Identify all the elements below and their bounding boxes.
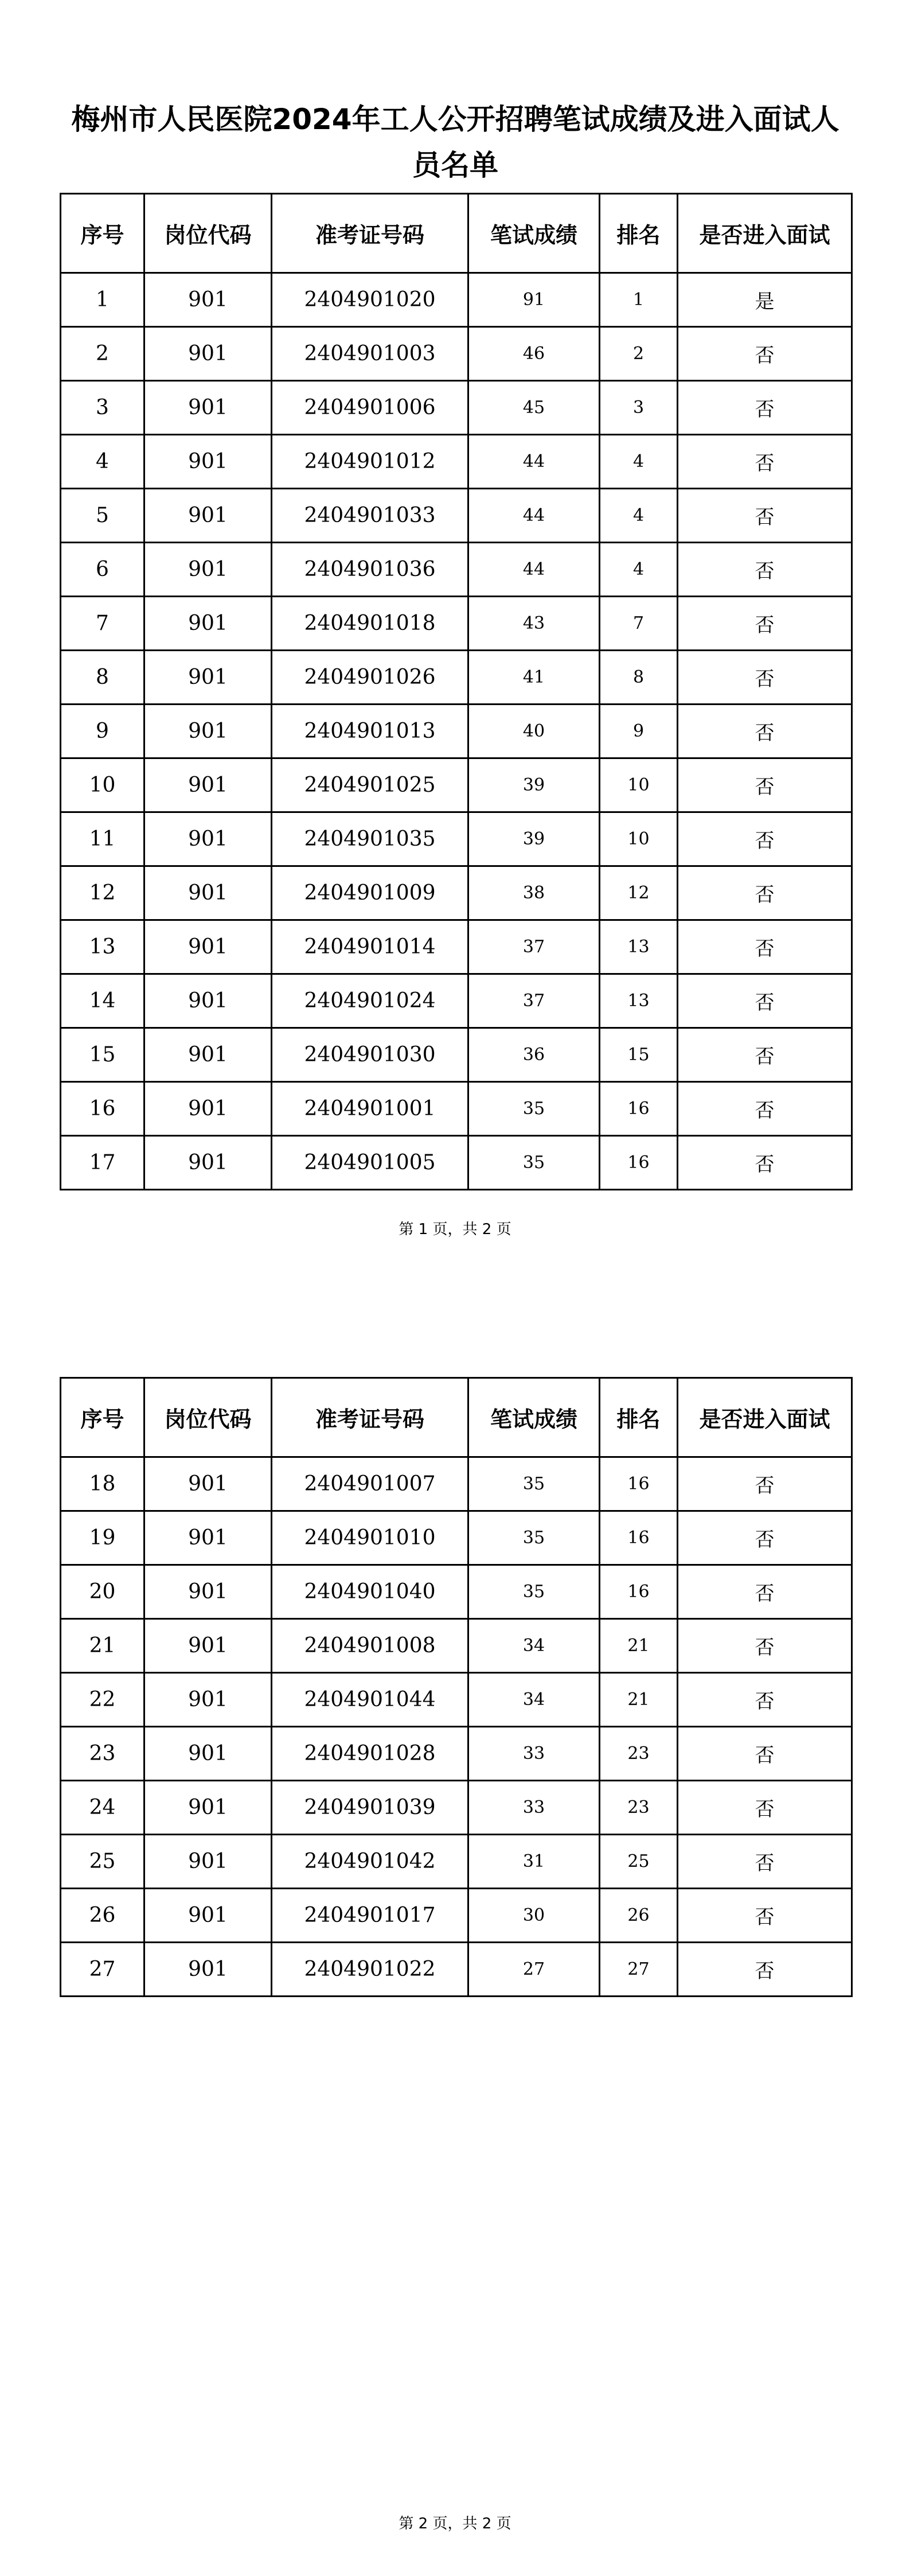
table-row <box>61 1511 852 1565</box>
cell-post-code: 901 <box>144 1619 272 1673</box>
table-row <box>61 1028 852 1082</box>
cell-post-code: 901 <box>144 1943 272 1997</box>
cell-written-score: 33 <box>468 1727 600 1781</box>
cell-written-score: 43 <box>468 597 600 651</box>
cell-rank: 10 <box>600 812 678 866</box>
cell-interview-status: 否 <box>678 1457 852 1511</box>
table-row <box>61 435 852 489</box>
cell-written-score: 44 <box>468 435 600 489</box>
cell-ticket-number: 2404901003 <box>272 327 468 381</box>
cell-rank: 27 <box>600 1943 678 1997</box>
table-row <box>61 974 852 1028</box>
cell-ticket-number: 2404901010 <box>272 1511 468 1565</box>
page-footer-2: 第 2 页，共 2 页 <box>399 2515 511 2532</box>
cell-rank: 13 <box>600 920 678 974</box>
table-row <box>61 597 852 651</box>
cell-interview-status: 否 <box>678 543 852 597</box>
cell-interview-status: 否 <box>678 974 852 1028</box>
cell-serial-number: 11 <box>61 812 144 866</box>
header-ticket-number: 准考证号码 <box>272 1378 468 1457</box>
cell-written-score: 45 <box>468 381 600 435</box>
header-interview-status: 是否进入面试 <box>678 194 852 273</box>
cell-interview-status: 否 <box>678 1727 852 1781</box>
table-row <box>61 1835 852 1889</box>
cell-ticket-number: 2404901030 <box>272 1028 468 1082</box>
cell-serial-number: 20 <box>61 1565 144 1619</box>
cell-serial-number: 27 <box>61 1943 144 1997</box>
cell-written-score: 27 <box>468 1943 600 1997</box>
cell-written-score: 35 <box>468 1082 600 1136</box>
header-written-score: 笔试成绩 <box>468 194 600 273</box>
results-table-page-1 <box>60 193 853 1190</box>
cell-rank: 23 <box>600 1781 678 1835</box>
cell-interview-status: 否 <box>678 1673 852 1727</box>
cell-post-code: 901 <box>144 1673 272 1727</box>
cell-post-code: 901 <box>144 974 272 1028</box>
cell-serial-number: 10 <box>61 758 144 812</box>
cell-rank: 7 <box>600 597 678 651</box>
cell-rank: 8 <box>600 651 678 705</box>
cell-rank: 13 <box>600 974 678 1028</box>
cell-written-score: 35 <box>468 1136 600 1190</box>
cell-rank: 12 <box>600 866 678 920</box>
cell-serial-number: 12 <box>61 866 144 920</box>
cell-ticket-number: 2404901008 <box>272 1619 468 1673</box>
cell-written-score: 37 <box>468 920 600 974</box>
cell-written-score: 38 <box>468 866 600 920</box>
cell-interview-status: 否 <box>678 812 852 866</box>
cell-written-score: 91 <box>468 273 600 327</box>
cell-ticket-number: 2404901005 <box>272 1136 468 1190</box>
cell-interview-status: 否 <box>678 1889 852 1943</box>
cell-post-code: 901 <box>144 381 272 435</box>
table-row <box>61 381 852 435</box>
cell-serial-number: 16 <box>61 1082 144 1136</box>
table-row <box>61 1727 852 1781</box>
cell-interview-status: 否 <box>678 1619 852 1673</box>
cell-rank: 16 <box>600 1082 678 1136</box>
cell-written-score: 41 <box>468 651 600 705</box>
cell-post-code: 901 <box>144 1565 272 1619</box>
cell-rank: 16 <box>600 1457 678 1511</box>
cell-written-score: 44 <box>468 543 600 597</box>
table-row <box>61 1136 852 1190</box>
cell-ticket-number: 2404901035 <box>272 812 468 866</box>
cell-written-score: 46 <box>468 327 600 381</box>
cell-ticket-number: 2404901024 <box>272 974 468 1028</box>
cell-interview-status: 否 <box>678 1835 852 1889</box>
table-row <box>61 273 852 327</box>
table-row <box>61 489 852 543</box>
cell-rank: 4 <box>600 489 678 543</box>
cell-written-score: 30 <box>468 1889 600 1943</box>
cell-interview-status: 否 <box>678 381 852 435</box>
table-row <box>61 327 852 381</box>
cell-ticket-number: 2404901036 <box>272 543 468 597</box>
cell-interview-status: 否 <box>678 597 852 651</box>
header-post-code: 岗位代码 <box>144 1378 272 1457</box>
table-header-row <box>61 1378 852 1457</box>
cell-ticket-number: 2404901022 <box>272 1943 468 1997</box>
cell-ticket-number: 2404901020 <box>272 273 468 327</box>
cell-serial-number: 17 <box>61 1136 144 1190</box>
cell-serial-number: 8 <box>61 651 144 705</box>
cell-written-score: 40 <box>468 705 600 758</box>
cell-post-code: 901 <box>144 1082 272 1136</box>
cell-serial-number: 6 <box>61 543 144 597</box>
cell-post-code: 901 <box>144 758 272 812</box>
cell-ticket-number: 2404901033 <box>272 489 468 543</box>
cell-interview-status: 否 <box>678 1565 852 1619</box>
cell-interview-status: 否 <box>678 758 852 812</box>
cell-ticket-number: 2404901017 <box>272 1889 468 1943</box>
cell-serial-number: 24 <box>61 1781 144 1835</box>
cell-post-code: 901 <box>144 1028 272 1082</box>
cell-rank: 10 <box>600 758 678 812</box>
results-table-page-2 <box>60 1377 853 1997</box>
cell-interview-status: 否 <box>678 1082 852 1136</box>
table-row <box>61 812 852 866</box>
cell-serial-number: 7 <box>61 597 144 651</box>
header-interview-status: 是否进入面试 <box>678 1378 852 1457</box>
cell-ticket-number: 2404901026 <box>272 651 468 705</box>
cell-ticket-number: 2404901001 <box>272 1082 468 1136</box>
cell-serial-number: 25 <box>61 1835 144 1889</box>
cell-serial-number: 3 <box>61 381 144 435</box>
cell-ticket-number: 2404901012 <box>272 435 468 489</box>
cell-rank: 2 <box>600 327 678 381</box>
cell-post-code: 901 <box>144 1511 272 1565</box>
cell-serial-number: 22 <box>61 1673 144 1727</box>
table-row <box>61 1457 852 1511</box>
cell-ticket-number: 2404901044 <box>272 1673 468 1727</box>
cell-written-score: 33 <box>468 1781 600 1835</box>
cell-serial-number: 23 <box>61 1727 144 1781</box>
cell-interview-status: 否 <box>678 651 852 705</box>
cell-interview-status: 否 <box>678 1028 852 1082</box>
cell-rank: 1 <box>600 273 678 327</box>
cell-ticket-number: 2404901028 <box>272 1727 468 1781</box>
cell-rank: 16 <box>600 1565 678 1619</box>
cell-rank: 3 <box>600 381 678 435</box>
table-row <box>61 543 852 597</box>
cell-rank: 15 <box>600 1028 678 1082</box>
cell-ticket-number: 2404901014 <box>272 920 468 974</box>
cell-rank: 4 <box>600 435 678 489</box>
table-row <box>61 758 852 812</box>
cell-post-code: 901 <box>144 273 272 327</box>
cell-interview-status: 否 <box>678 705 852 758</box>
cell-written-score: 39 <box>468 812 600 866</box>
cell-written-score: 34 <box>468 1619 600 1673</box>
cell-ticket-number: 2404901042 <box>272 1835 468 1889</box>
cell-post-code: 901 <box>144 705 272 758</box>
cell-post-code: 901 <box>144 327 272 381</box>
cell-interview-status: 否 <box>678 866 852 920</box>
cell-post-code: 901 <box>144 812 272 866</box>
table-row <box>61 920 852 974</box>
cell-serial-number: 26 <box>61 1889 144 1943</box>
cell-interview-status: 否 <box>678 1781 852 1835</box>
cell-rank: 16 <box>600 1511 678 1565</box>
cell-serial-number: 15 <box>61 1028 144 1082</box>
table-header-row <box>61 194 852 273</box>
cell-serial-number: 13 <box>61 920 144 974</box>
document-title: 梅州市人民医院2024年工人公开招聘笔试成绩及进入面试人员名单 <box>71 103 839 182</box>
cell-interview-status: 否 <box>678 1136 852 1190</box>
page-footer-1: 第 1 页，共 2 页 <box>399 1221 511 1238</box>
cell-serial-number: 5 <box>61 489 144 543</box>
cell-written-score: 36 <box>468 1028 600 1082</box>
cell-post-code: 901 <box>144 543 272 597</box>
cell-serial-number: 1 <box>61 273 144 327</box>
cell-ticket-number: 2404901018 <box>272 597 468 651</box>
cell-interview-status: 否 <box>678 489 852 543</box>
cell-post-code: 901 <box>144 435 272 489</box>
cell-rank: 21 <box>600 1619 678 1673</box>
cell-interview-status: 否 <box>678 1943 852 1997</box>
cell-serial-number: 19 <box>61 1511 144 1565</box>
table-row <box>61 1565 852 1619</box>
table-row <box>61 1673 852 1727</box>
cell-ticket-number: 2404901007 <box>272 1457 468 1511</box>
cell-written-score: 39 <box>468 758 600 812</box>
cell-rank: 16 <box>600 1136 678 1190</box>
header-serial-number: 序号 <box>61 1378 144 1457</box>
cell-post-code: 901 <box>144 920 272 974</box>
cell-rank: 25 <box>600 1835 678 1889</box>
cell-serial-number: 2 <box>61 327 144 381</box>
cell-ticket-number: 2404901025 <box>272 758 468 812</box>
cell-post-code: 901 <box>144 597 272 651</box>
table-row <box>61 1889 852 1943</box>
cell-written-score: 31 <box>468 1835 600 1889</box>
cell-ticket-number: 2404901009 <box>272 866 468 920</box>
cell-written-score: 37 <box>468 974 600 1028</box>
cell-written-score: 44 <box>468 489 600 543</box>
cell-post-code: 901 <box>144 1727 272 1781</box>
cell-rank: 23 <box>600 1727 678 1781</box>
cell-serial-number: 14 <box>61 974 144 1028</box>
cell-written-score: 35 <box>468 1457 600 1511</box>
cell-rank: 26 <box>600 1889 678 1943</box>
cell-rank: 9 <box>600 705 678 758</box>
cell-ticket-number: 2404901013 <box>272 705 468 758</box>
cell-written-score: 35 <box>468 1565 600 1619</box>
cell-serial-number: 4 <box>61 435 144 489</box>
cell-ticket-number: 2404901039 <box>272 1781 468 1835</box>
table-row <box>61 1781 852 1835</box>
cell-post-code: 901 <box>144 1889 272 1943</box>
header-rank: 排名 <box>600 194 678 273</box>
cell-ticket-number: 2404901006 <box>272 381 468 435</box>
table-row <box>61 1082 852 1136</box>
table-row <box>61 651 852 705</box>
cell-post-code: 901 <box>144 1781 272 1835</box>
table-row <box>61 1619 852 1673</box>
cell-post-code: 901 <box>144 866 272 920</box>
header-rank: 排名 <box>600 1378 678 1457</box>
cell-post-code: 901 <box>144 489 272 543</box>
header-ticket-number: 准考证号码 <box>272 194 468 273</box>
cell-interview-status: 否 <box>678 1511 852 1565</box>
header-post-code: 岗位代码 <box>144 194 272 273</box>
cell-post-code: 901 <box>144 1136 272 1190</box>
cell-rank: 21 <box>600 1673 678 1727</box>
cell-post-code: 901 <box>144 1835 272 1889</box>
table-row <box>61 866 852 920</box>
cell-written-score: 35 <box>468 1511 600 1565</box>
cell-serial-number: 9 <box>61 705 144 758</box>
cell-post-code: 901 <box>144 651 272 705</box>
table-row <box>61 705 852 758</box>
cell-post-code: 901 <box>144 1457 272 1511</box>
table-row <box>61 1943 852 1997</box>
cell-serial-number: 18 <box>61 1457 144 1511</box>
cell-rank: 4 <box>600 543 678 597</box>
cell-written-score: 34 <box>468 1673 600 1727</box>
cell-interview-status: 是 <box>678 273 852 327</box>
cell-interview-status: 否 <box>678 435 852 489</box>
cell-interview-status: 否 <box>678 327 852 381</box>
header-written-score: 笔试成绩 <box>468 1378 600 1457</box>
cell-ticket-number: 2404901040 <box>272 1565 468 1619</box>
cell-serial-number: 21 <box>61 1619 144 1673</box>
header-serial-number: 序号 <box>61 194 144 273</box>
cell-interview-status: 否 <box>678 920 852 974</box>
